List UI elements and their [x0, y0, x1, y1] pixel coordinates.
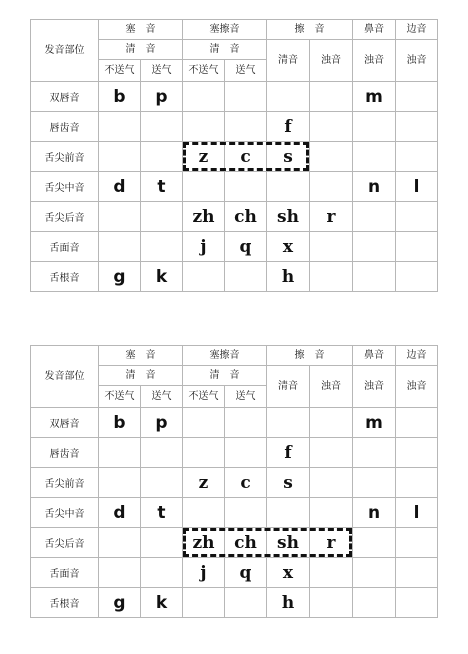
consonant-cell [141, 202, 183, 232]
consonant-cell [396, 82, 438, 112]
aspirated-header: 送气 [225, 60, 267, 82]
consonant-cell [267, 172, 310, 202]
consonant-cell: z [183, 468, 225, 498]
consonant-cell: h [267, 588, 310, 618]
consonant-cell [353, 112, 396, 142]
consonant-cell: j [183, 558, 225, 588]
row-label: 舌面音 [31, 558, 99, 588]
aspirated-header: 送气 [141, 60, 183, 82]
consonant-cell [353, 202, 396, 232]
place-header: 发音部位 [31, 20, 99, 82]
consonant-cell [141, 558, 183, 588]
consonant-cell: zh [183, 528, 225, 558]
consonant-cell [310, 262, 353, 292]
consonant-cell [267, 498, 310, 528]
consonant-cell: n [353, 498, 396, 528]
consonant-cell: c [225, 468, 267, 498]
header-row [31, 346, 438, 366]
nasal-header: 鼻音 [353, 346, 396, 366]
nasal-voiced-header: 浊音 [353, 366, 396, 408]
consonant-cell [267, 408, 310, 438]
consonant-cell [310, 588, 353, 618]
consonant-cell [225, 82, 267, 112]
consonant-cell: f [267, 438, 310, 468]
consonant-cell: s [267, 468, 310, 498]
consonant-cell [225, 262, 267, 292]
consonant-cell [99, 468, 141, 498]
consonant-cell: sh [267, 202, 310, 232]
consonant-cell [396, 142, 438, 172]
consonant-cell [310, 172, 353, 202]
row-label: 舌根音 [31, 588, 99, 618]
stop-header: 塞 音 [99, 346, 183, 366]
consonant-table [30, 345, 438, 618]
consonant-cell [310, 468, 353, 498]
consonant-cell [225, 112, 267, 142]
consonant-cell: l [396, 172, 438, 202]
consonant-cell [310, 142, 353, 172]
consonant-cell: sh [267, 528, 310, 558]
table-row [31, 82, 438, 112]
consonant-cell: n [353, 172, 396, 202]
unaspirated-header: 不送气 [99, 386, 141, 408]
consonant-cell [183, 112, 225, 142]
affricate-voiceless-header: 清 音 [183, 366, 267, 386]
unaspirated-header: 不送气 [183, 60, 225, 82]
unaspirated-header: 不送气 [183, 386, 225, 408]
consonant-cell [396, 408, 438, 438]
table-row [31, 262, 438, 292]
consonant-cell [141, 438, 183, 468]
consonant-cell: b [99, 82, 141, 112]
consonant-cell [99, 142, 141, 172]
table-row [31, 112, 438, 142]
consonant-cell [183, 588, 225, 618]
row-label: 舌尖中音 [31, 172, 99, 202]
consonant-cell: ch [225, 202, 267, 232]
consonant-cell [225, 172, 267, 202]
consonant-cell [141, 468, 183, 498]
consonant-cell [396, 558, 438, 588]
consonant-cell [225, 438, 267, 468]
consonant-cell [99, 558, 141, 588]
consonant-cell: k [141, 588, 183, 618]
consonant-cell [225, 498, 267, 528]
aspirated-header: 送气 [225, 386, 267, 408]
affricate-voiceless-header: 清 音 [183, 40, 267, 60]
consonant-cell [310, 438, 353, 468]
consonant-cell [310, 232, 353, 262]
consonant-cell [353, 262, 396, 292]
consonant-cell [396, 202, 438, 232]
row-label: 舌面音 [31, 232, 99, 262]
consonant-cell: p [141, 408, 183, 438]
nasal-voiced-header: 浊音 [353, 40, 396, 82]
consonant-cell: x [267, 558, 310, 588]
consonant-cell [183, 82, 225, 112]
consonant-cell [396, 438, 438, 468]
row-label: 舌尖前音 [31, 468, 99, 498]
consonant-table [30, 19, 438, 292]
table-row [31, 142, 438, 172]
consonant-cell [310, 408, 353, 438]
row-label: 舌尖后音 [31, 528, 99, 558]
consonant-cell: ch [225, 528, 267, 558]
consonant-cell [99, 112, 141, 142]
consonant-cell: p [141, 82, 183, 112]
consonant-cell: d [99, 498, 141, 528]
consonant-cell: t [141, 172, 183, 202]
table-row [31, 558, 438, 588]
nasal-header: 鼻音 [353, 20, 396, 40]
consonant-cell: j [183, 232, 225, 262]
consonant-cell: h [267, 262, 310, 292]
lateral-voiced-header: 浊音 [396, 40, 438, 82]
fricative-header: 擦 音 [267, 346, 353, 366]
consonant-cell: m [353, 82, 396, 112]
consonant-cell [99, 438, 141, 468]
consonant-cell [353, 558, 396, 588]
consonant-cell [141, 232, 183, 262]
table-row [31, 232, 438, 262]
fricative-voiceless-header: 清音 [267, 40, 310, 82]
consonant-cell: g [99, 262, 141, 292]
consonant-cell [396, 588, 438, 618]
consonant-cell [396, 528, 438, 558]
place-header: 发音部位 [31, 346, 99, 408]
consonant-cell [310, 498, 353, 528]
consonant-cell [310, 558, 353, 588]
consonant-cell: c [225, 142, 267, 172]
table-row [31, 408, 438, 438]
consonant-cell [141, 142, 183, 172]
aspirated-header: 送气 [141, 386, 183, 408]
consonant-cell: q [225, 558, 267, 588]
table-row [31, 468, 438, 498]
table-row [31, 588, 438, 618]
consonant-cell [183, 172, 225, 202]
consonant-cell: s [267, 142, 310, 172]
consonant-cell [225, 408, 267, 438]
consonant-cell [353, 528, 396, 558]
consonant-cell: z [183, 142, 225, 172]
row-label: 舌根音 [31, 262, 99, 292]
consonant-cell [353, 468, 396, 498]
fricative-voiced-header: 浊音 [310, 366, 353, 408]
consonant-cell: b [99, 408, 141, 438]
table-row [31, 498, 438, 528]
stop-voiceless-header: 清 音 [99, 366, 183, 386]
table-row [31, 528, 438, 558]
consonant-cell: r [310, 528, 353, 558]
affricate-header: 塞擦音 [183, 346, 267, 366]
consonant-cell [99, 528, 141, 558]
consonant-cell [353, 438, 396, 468]
consonant-cell [396, 112, 438, 142]
consonant-cell: g [99, 588, 141, 618]
lateral-header: 边音 [396, 20, 438, 40]
consonant-cell [353, 232, 396, 262]
row-label: 双唇音 [31, 82, 99, 112]
consonant-cell [99, 232, 141, 262]
affricate-header: 塞擦音 [183, 20, 267, 40]
header-row [31, 20, 438, 40]
consonant-cell: q [225, 232, 267, 262]
lateral-voiced-header: 浊音 [396, 366, 438, 408]
consonant-cell [396, 262, 438, 292]
consonant-cell: t [141, 498, 183, 528]
consonant-cell: r [310, 202, 353, 232]
stop-voiceless-header: 清 音 [99, 40, 183, 60]
consonant-cell [183, 262, 225, 292]
table-row [31, 172, 438, 202]
fricative-voiced-header: 浊音 [310, 40, 353, 82]
row-label: 唇齿音 [31, 112, 99, 142]
consonant-cell: f [267, 112, 310, 142]
consonant-cell [396, 232, 438, 262]
stop-header: 塞 音 [99, 20, 183, 40]
unaspirated-header: 不送气 [99, 60, 141, 82]
consonant-cell [99, 202, 141, 232]
consonant-cell [353, 588, 396, 618]
row-label: 唇齿音 [31, 438, 99, 468]
consonant-cell: x [267, 232, 310, 262]
consonant-cell [183, 408, 225, 438]
consonant-cell [310, 112, 353, 142]
fricative-voiceless-header: 清音 [267, 366, 310, 408]
lateral-header: 边音 [396, 346, 438, 366]
table-row [31, 202, 438, 232]
consonant-cell [141, 528, 183, 558]
consonant-cell [183, 498, 225, 528]
consonant-cell [141, 112, 183, 142]
consonant-cell: m [353, 408, 396, 438]
row-label: 舌尖后音 [31, 202, 99, 232]
consonant-cell [225, 588, 267, 618]
consonant-cell [396, 468, 438, 498]
consonant-cell: l [396, 498, 438, 528]
row-label: 舌尖中音 [31, 498, 99, 528]
fricative-header: 擦 音 [267, 20, 353, 40]
consonant-cell: k [141, 262, 183, 292]
row-label: 舌尖前音 [31, 142, 99, 172]
consonant-cell [267, 82, 310, 112]
consonant-cell [353, 142, 396, 172]
row-label: 双唇音 [31, 408, 99, 438]
consonant-cell [183, 438, 225, 468]
table-row [31, 438, 438, 468]
consonant-cell: zh [183, 202, 225, 232]
consonant-cell [310, 82, 353, 112]
consonant-cell: d [99, 172, 141, 202]
